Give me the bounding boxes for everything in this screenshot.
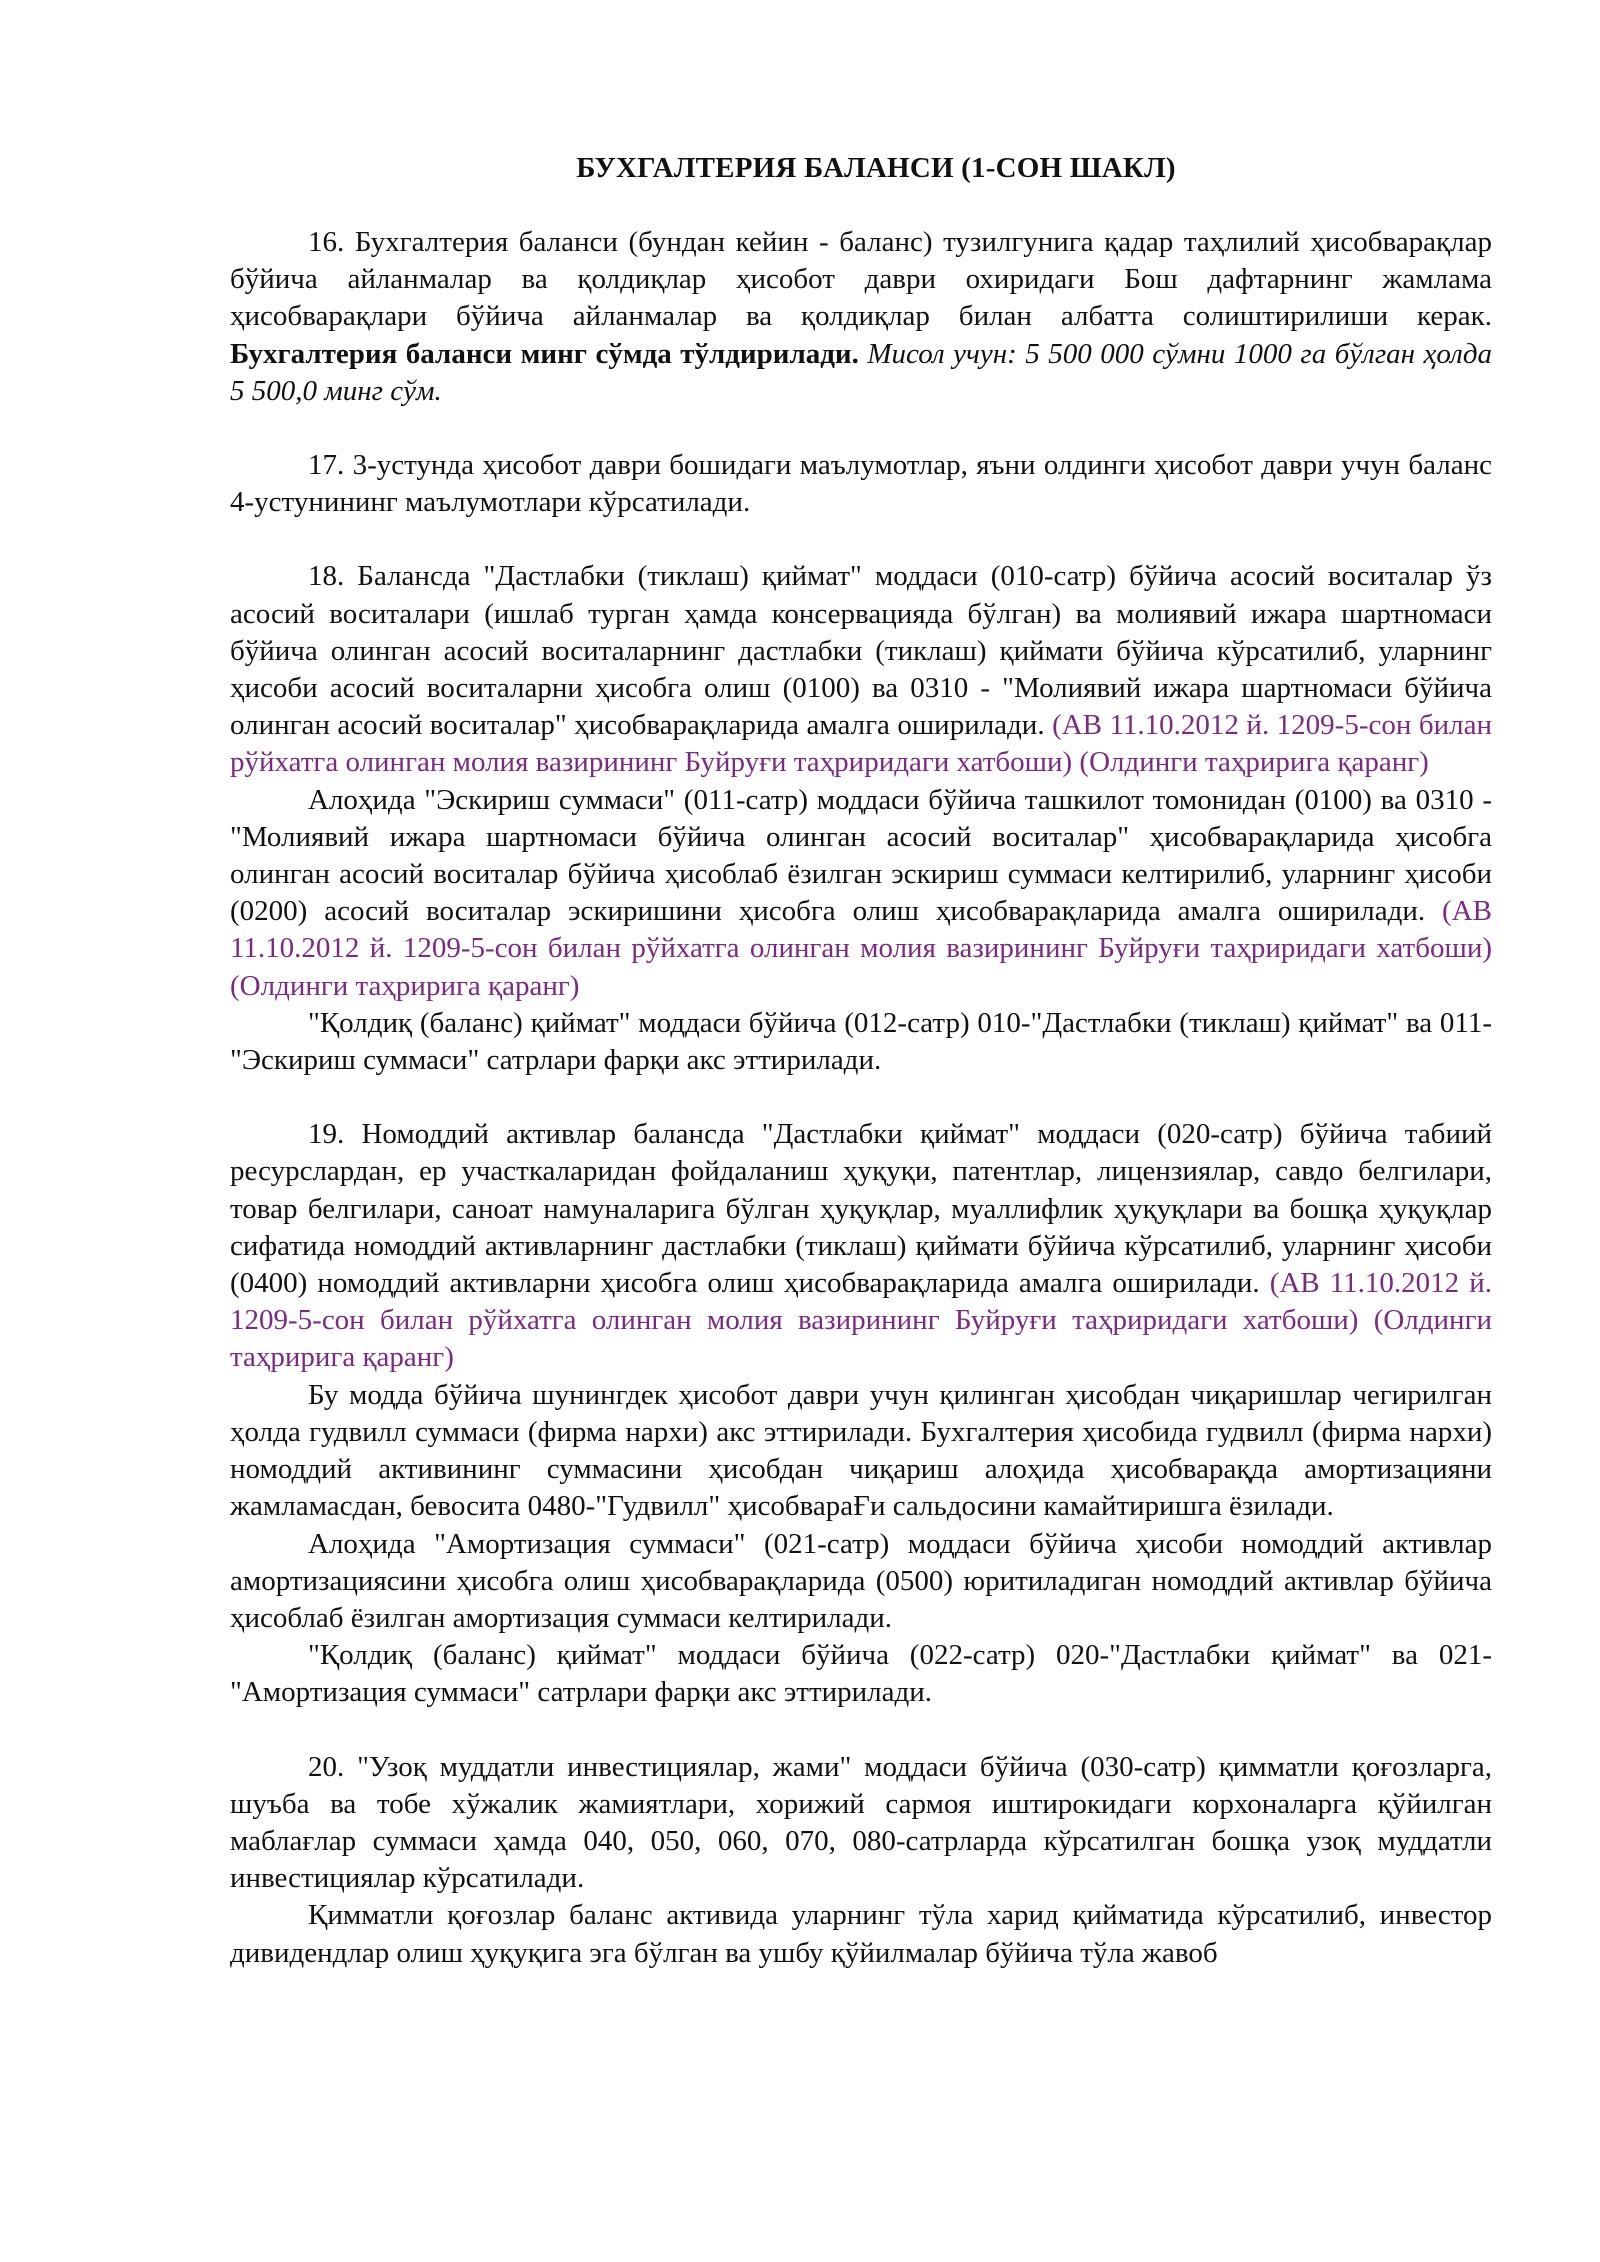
paragraph-19 [230, 1116, 1492, 1376]
paragraph-20-securities: Қимматли қоғозлар баланс активида уларнинг тўла харид қийматида кўрсатилиб, инвестор дивидендлар олиш ҳуқуқига эга бўлган ва ушбу қўйилмалар бўйича тўла жавоб [230, 1899, 1492, 1969]
paragraph-17: 17. 3-устунда ҳисобот даври бошидаги маълумотлар, яъни олдинги ҳисобот даври учун баланс 4-устунининг маълумотлари кўрсатилади. [230, 449, 1492, 519]
paragraph-19-goodwill: Бу модда бўйича шунингдек ҳисобот даври учун қилинган ҳисобдан чиқаришлар чегирилган ҳолда гудвилл суммаси (фирма нархи) акс эттирилади. Бухгалтерия ҳисобида гудвилл (фирма нархи) номоддий активининг суммасини ҳисобдан чиқариш алоҳида ҳисобварақда амортизацияни жамламасдан, бевосита 0480-"Гудвилл" ҳисобвараҒи сальдосини камайтиришга ёзилади. [230, 1378, 1492, 1523]
paragraph-19-text: 19. Номоддий активлар балансда "Дастлабки қиймат" моддаси (020-сатр) бўйича табиий ресурслардан, ер участкаларидан фойдаланиш ҳуқуқи, патентлар, лицензиялар, савдо белгилари, товар белгилари, саноат намуналарига бўлган ҳуқуқлар, муаллифлик ҳуқуқлари ва бошқа ҳуқуқлар сифатида номоддий активларнинг дастлабки (тиклаш) қиймати бўйича кўрсатилиб, уларнинг ҳисоби (0400) номоддий активларни ҳисобга олиш ҳисобварақларида амалга оширилади. [230, 1118, 1492, 1300]
page-title: БУХГАЛТЕРИЯ БАЛАНСИ (1-СОН ШАКЛ) [576, 152, 1176, 184]
paragraph-18-depreciation-text: Алоҳида "Эскириш суммаси" (011-сатр) моддаси бўйича ташкилот томонидан (0100) ва 0310 - "Молиявий ижара шартномаси бўйича олинган асосий воситалар" ҳисобварақларида ҳисобга олинган асосий воситалар бўйича ҳисоблаб ёзилган эскириш суммаси келтирилиб, уларнинг ҳисоби (0200) асосий воситалар эскиришини ҳисобга олиш ҳисобварақларида амалга оширилади. [230, 783, 1492, 928]
paragraph-18-residual: "Қолдиқ (баланс) қиймат" моддаси бўйича (012-сатр) 010-"Дастлабки (тиклаш) қиймат" ва 011-"Эскириш суммаси" сатрлари фарқи акс эттирилади. [230, 1006, 1492, 1077]
amendment-link[interactable]: (АВ 11.10.2012 й. 1209-5-сон билан рўйхатга олинган молия вазирининг Буйруғи таҳриридаги хатбоши) (Олдинги таҳририга қаранг) [230, 1267, 1492, 1374]
amendment-link[interactable]: (АВ 11.10.2012 й. 1209-5-сон билан рўйхатга олинган молия вазирининг Буйруғи таҳриридаги хатбоши) (Олдинги таҳририга қаранг) [230, 709, 1493, 779]
paragraph-18 [230, 558, 1492, 781]
paragraph-16-example: Мисол учун: 5 500 000 сўмни 1000 га бўлган ҳолда 5 500,0 минг сўм. [230, 337, 1492, 407]
paragraph-18-text: 18. Балансда "Дастлабки (тиклаш) қиймат" моддаси (010-сатр) бўйича асосий воситалар ўз асосий воситалари (ишлаб турган ҳамда консервацияда бўлган) ва молиявий ижара шартномаси бўйича олинган асосий воситаларнинг дастлабки (тиклаш) қиймати бўйича кўрсатилиб, уларнинг ҳисоби асосий воситаларни ҳисобга олиш (0100) ва 0310 - "Молиявий ижара шартномаси бўйича олинган асосий воситалар" ҳисобварақларида амалга оширилади. [230, 560, 1492, 742]
document-body [230, 150, 1492, 1972]
paragraph-16 [230, 224, 1492, 410]
amendment-link[interactable]: (АВ 11.10.2012 й. 1209-5-сон билан рўйхатга олинган молия вазирининг Буйруғи таҳриридаги хатбоши) (Олдинги таҳририга қаранг) [230, 895, 1492, 1002]
paragraph-19-residual: "Қолдиқ (баланс) қиймат" моддаси бўйича (022-сатр) 020-"Дастлабки қиймат" ва 021-"Амортизация суммаси" сатрлари фарқи акс эттирилади. [230, 1639, 1492, 1709]
paragraph-16-text: 16. Бухгалтерия баланси (бундан кейин - баланс) тузилгунига қадар таҳлилий ҳисобварақлар бўйича айланмалар ва қолдиқлар ҳисобот даври охиридаги Бош дафтарнинг жамлама ҳисобварақлари бўйича айланмалар ва қолдиқлар билан албатта солиштирилиши керак. [230, 226, 1492, 333]
paragraph-18-depreciation [230, 782, 1492, 1005]
paragraph-20: 20. "Узоқ муддатли инвестициялар, жами" моддаси бўйича (030-сатр) қимматли қоғозларга, шуъба ва тобе хўжалик жамиятлари, хорижий сармоя иштирокидаги корхоналарга қўйилган маблағлар суммаси ҳамда 040, 050, 060, 070, 080-сатрларда кўрсатилган бошқа узоқ муддатли инвестициялар кўрсатилади. [230, 1750, 1492, 1895]
paragraph-19-amortization: Алоҳида "Амортизация суммаси" (021-сатр) моддаси бўйича ҳисоби номоддий активлар амортизациясини ҳисобга олиш ҳисобварақларида (0500) юритиладиган номоддий активлар бўйича ҳисоблаб ёзилган амортизация суммаси келтирилади. [230, 1527, 1492, 1634]
paragraph-16-bold: Бухгалтерия баланси минг сўмда тўлдирилади. [230, 337, 859, 370]
